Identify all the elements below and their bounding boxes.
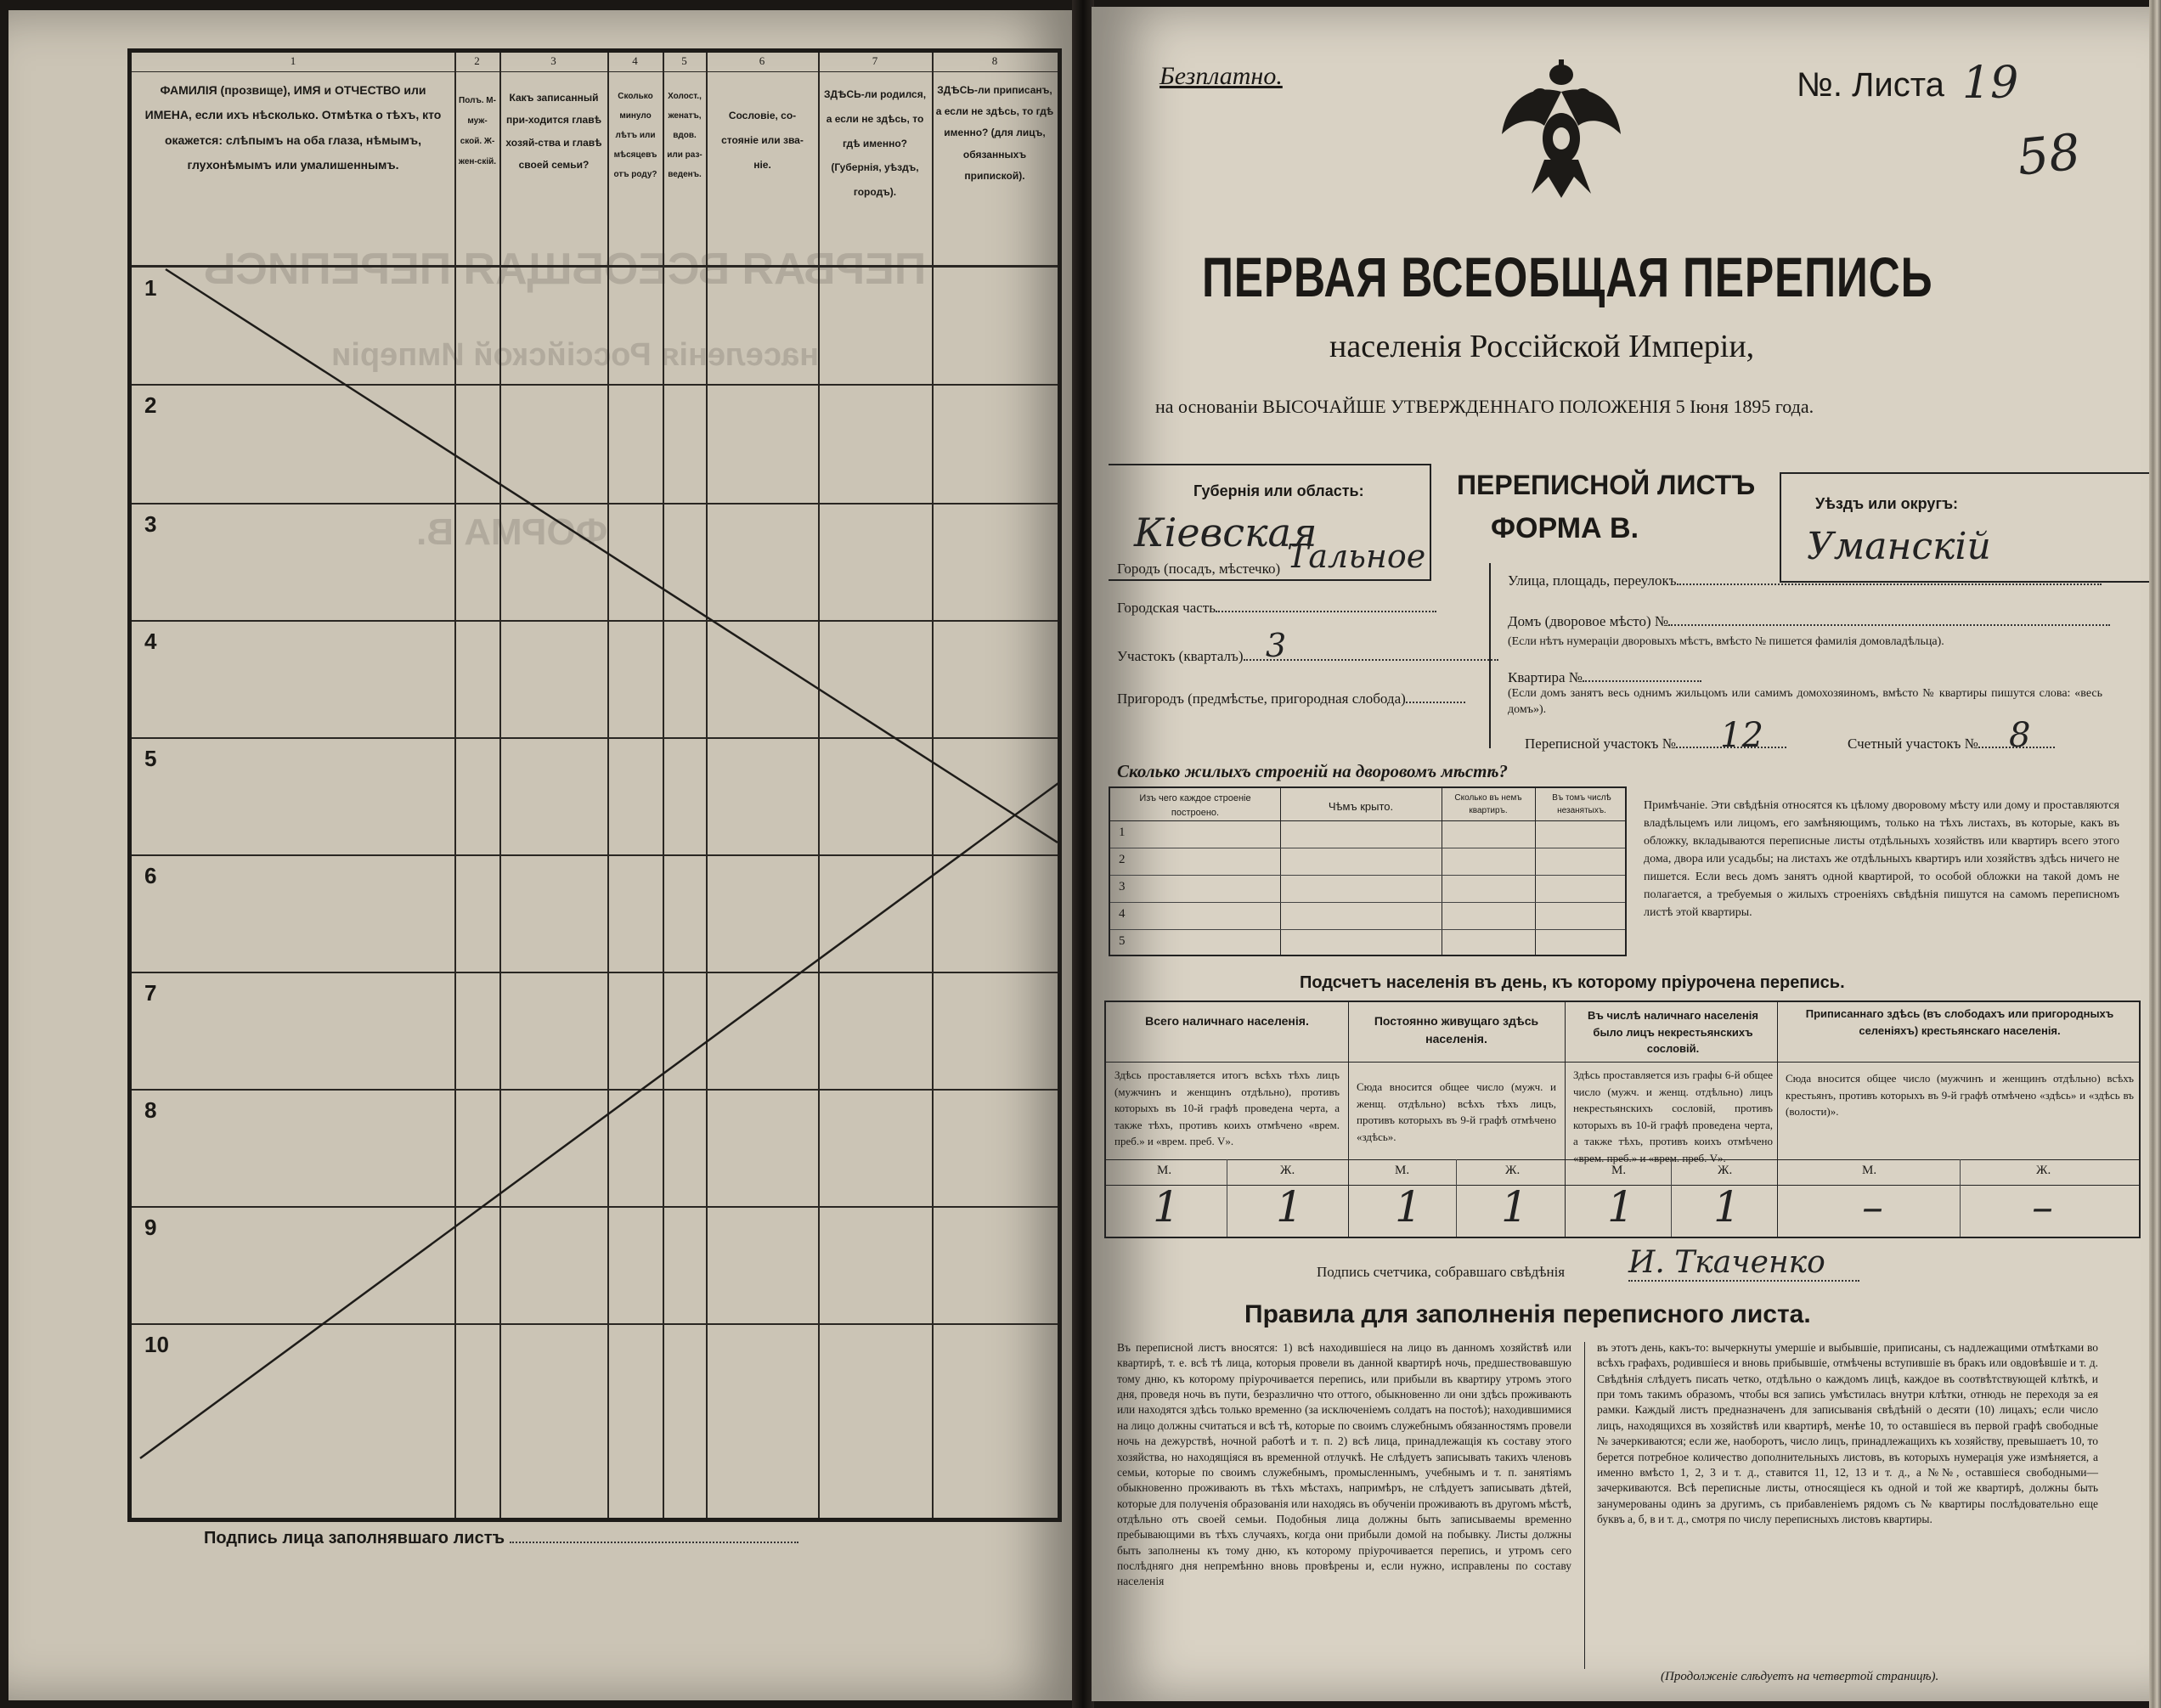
perepisnoy-uchastok-value: 12 [1720, 716, 1763, 755]
bleed-through-subtitle: населенія Россійской Имперіи [331, 337, 820, 373]
prigorod-label: Пригородъ (предмѣстье, пригородная слобода) [1117, 691, 1406, 707]
buildings-table [1109, 786, 1627, 956]
schetny-uchastok-value: 8 [2009, 716, 2031, 755]
count-value-permanent-f: 1 [1501, 1182, 1528, 1232]
cross-out-lines [132, 53, 1058, 1518]
population-count-title: Подсчетъ населенія въ день, къ которому пріурочена перепись. [1300, 973, 1845, 992]
sheet-number-value: 19 [1962, 58, 2019, 109]
rules-title: Правила для заполненія переписного листа. [1244, 1300, 1811, 1328]
count-header-peasant: Приписаннаго здѣсь (въ слободахъ или пригородныхъ селеніяхъ) крестьянскаго населенія. [1805, 1007, 2114, 1037]
corner-page-number: 58 [2014, 122, 2084, 187]
sheet-number-label: №. Листа [1797, 66, 1944, 104]
count-text-non-peasant: Здѣсь проставляется изъ графы 6-й общее число (мужч. и женщ. отдѣльно) лицъ некрестьянскихъ сословій, противъ которыхъ въ 10-й графѣ проведена черта, а также тѣхъ, противъ коихъ отмѣчено «врем. преб.» и «врем. преб. V». [1573, 1068, 1773, 1164]
buildings-row-number: 2 [1119, 853, 1126, 866]
left-page [8, 10, 1075, 1700]
counter-signature-value: И. Ткаченко [1628, 1245, 1859, 1282]
buildings-header-material: Изъ чего каждое строеніе построено. [1139, 793, 1251, 818]
dom-note: (Если нѣтъ нумераціи дворовыхъ мѣстъ, вмѣсто № пишется фамилія домовладѣльца). [1508, 635, 1944, 648]
column-header-name: ФАМИЛІЯ (прозвище), ИМЯ и ОТЧЕСТВО или ИМЕНА, если ихъ нѣсколько. Отмѣтка о тѣхъ, кто окажется: слѣпымъ на оба глаза, нѣмымъ, глухонѣмымъ или умалишеннымъ. [144, 83, 442, 172]
row-number: 2 [144, 392, 157, 418]
count-value-peasant-f: – [2032, 1182, 2053, 1232]
bleed-through-title: ПЕРВАЯ ВСЕОБЩАЯ ПЕРЕПИСЬ [204, 245, 927, 294]
left-signature-line [204, 1529, 798, 1548]
guberniya-label: Губернія или область: [1193, 482, 1364, 499]
column-header-relation: Какъ записанный при-ходится главѣ хозяй-ства и главѣ своей семьи? [505, 92, 602, 172]
row-number: 8 [144, 1097, 157, 1123]
left-signature-label: Подпись лица заполнявшаго листъ [204, 1529, 505, 1547]
count-text-permanent: Сюда вносится общее число (мужч. и женщ. отдѣльно) всѣхъ тѣхъ лицъ, противъ которыхъ въ 9-й графѣ отмѣчено «здѣсь». [1357, 1080, 1556, 1143]
schetny-uchastok-label: Счетный участокъ № [1848, 736, 1978, 752]
row-number: 5 [144, 746, 157, 771]
row-number: 7 [144, 980, 157, 1006]
sex-label-f: Ж. [1718, 1164, 1733, 1177]
column-header-sex: Полъ. М-муж-ской. Ж-жен-скій. [458, 96, 497, 166]
column-number: 7 [872, 54, 878, 67]
count-header-total: Всего наличнаго населенія. [1145, 1014, 1309, 1028]
kvartira-label: Квартира № [1508, 669, 1583, 685]
page-edges [2149, 0, 2161, 1708]
count-header-non-peasant: Въ числѣ наличнаго населенія было лицъ некрестьянскихъ сословій. [1588, 1009, 1758, 1055]
sex-label-m: М. [1157, 1164, 1172, 1177]
ulitsa-label: Улица, площадь, переулокъ [1508, 572, 1677, 589]
count-value-permanent-m: 1 [1395, 1182, 1422, 1232]
column-number: 4 [632, 54, 638, 67]
column-header-marital: Холост., женатъ, вдов. или раз-веденъ. [667, 92, 702, 179]
gorodskaya-chast-label: Городская часть [1117, 600, 1216, 616]
sex-label-m: М. [1395, 1164, 1410, 1177]
column-header-birthplace: ЗДѢСЬ-ли родился, а если не здѣсь, то гдѣ именно? (Губернія, уѣздъ, городъ). [823, 88, 927, 199]
column-header-estate: Сословіе, со-стояніе или зва-ніе. [721, 110, 804, 171]
perepisnoy-uchastok-label: Переписной участокъ № [1525, 736, 1676, 752]
row-number: 4 [144, 629, 157, 654]
count-value-nonpeasant-m: 1 [1607, 1182, 1634, 1232]
sex-label-m: М. [1862, 1164, 1877, 1177]
row-number: 3 [144, 511, 157, 537]
column-number: 3 [550, 54, 556, 67]
kvartira-note: (Если домъ занятъ весь однимъ жильцомъ или самимъ домохозяиномъ, вмѣсто № квартиры пишутся слова: «весь домъ»). [1508, 687, 2102, 716]
column-number: 5 [681, 54, 687, 67]
guberniya-value: Кіевская [1134, 510, 1317, 555]
uezd-value: Уманскій [1807, 525, 1991, 568]
bleed-through-form: ФОРМА В. [416, 511, 608, 553]
count-header-permanent: Постоянно живущаго здѣсь населенія. [1374, 1014, 1539, 1046]
count-value-total-f: 1 [1276, 1182, 1303, 1232]
census-title: ПЕРВАЯ ВСЕОБЩАЯ ПЕРЕПИСЬ [1202, 245, 1933, 308]
buildings-header-roof: Чѣмъ крыто. [1328, 800, 1394, 813]
uchastok-value: 3 [1266, 627, 1287, 664]
census-basis-line: на основаніи ВЫСОЧАЙШЕ УТВЕРЖДЕННАГО ПОЛОЖЕНІЯ 5 Іюня 1895 года. [1155, 396, 1814, 417]
row-number: 9 [144, 1215, 157, 1240]
count-value-total-m: 1 [1153, 1182, 1180, 1232]
row-number: 1 [144, 275, 157, 301]
count-value-peasant-m: – [1862, 1182, 1883, 1232]
buildings-header-vacant: Въ томъ числѣ незанятыхъ. [1552, 793, 1611, 815]
buildings-row-number: 3 [1119, 880, 1126, 893]
row-number: 6 [144, 863, 157, 888]
sex-label-f: Ж. [1505, 1164, 1521, 1177]
uezd-box [1780, 472, 2153, 583]
census-person-table [127, 48, 1062, 1522]
column-number: 1 [290, 54, 296, 67]
census-subtitle: населенія Россійской Имперіи, [1329, 329, 1755, 364]
uezd-label: Уѣздъ или округъ: [1815, 495, 1959, 512]
column-number: 8 [991, 54, 998, 67]
continuation-note: (Продолженіе слѣдуетъ на четвертой страницѣ). [1661, 1670, 1939, 1683]
rules-column-2: въ этотъ день, какъ-то: вычеркнуты умершіе и выбывшіе, приписаны, съ надлежащими отмѣтками во всѣхъ графахъ, родившіеся и вновь прибывшіе, отмѣчены вступившіе въ бракъ или овдовѣвшіе и т. д. Свѣдѣнія слѣдуетъ писать четко, отдѣльно о каждомъ лицѣ, каждое въ соотвѣтствующей клѣткѣ, и при томъ такимъ образомъ, чтобы вся запись умѣстилась внутри клѣтки, отнюдь не переходя за ея рамки. Каждый листъ предназначенъ для записыванія свѣдѣній о десяти (10) лицахъ; если число лицъ, находящихся въ хозяйствѣ или квартирѣ, менѣе 10, то оставшіеся въ первой графѣ свободные № зачеркиваются; если же, наоборотъ, число лицъ, принадлежащихъ къ хозяйству, превышаетъ 10, то берется потребное количество дополнительныхъ листовъ, въ которыхъ нумерація уже измѣняется, а именно вмѣсто 1, 2, 3 и т. д., ставится 11, 12, 13 и т. д., а №№, оставшіеся свободными—зачеркиваются. Всѣ переписные листы, относящіеся къ одной и той же квартирѣ, должны быть занумерованы одинъ за другимъ, съ прибавленіемъ рядомъ съ № квартиры послѣдовательно еще буквъ а, б, в и т. д., смотря по числу переписныхъ листовъ квартиры. [1597, 1341, 2098, 1525]
rules-column-1: Въ переписной листъ вносятся: 1) всѣ находившіеся на лицо въ данномъ хозяйствѣ или квартирѣ, т. е. всѣ тѣ лица, которыя провели въ данной квартирѣ ночь, предшествовавшую тому дню, къ которому пріурочивается перепись, или прибыли въ квартиру утромъ этого дня, проведя ночь въ пути, безразлично что оттого, обыкновенно ли они здѣсь проживають или находятся здѣсь только временно (за исключеніемъ солдатъ на постоѣ); находившимися на лицо должны считаться и всѣ тѣ, которые по своимъ служебнымъ обязанностямъ провели ночь на дежурствѣ, ночной работѣ и т. п. 2) всѣ лица, принадлежащія къ составу этого хозяйства, но находящіяся въ временной отлучкѣ. Не слѣдуетъ записывать такихъ членовъ семьи, которые по своимъ служебнымъ, промысленнымъ, учебнымъ и т. п. занятіямъ обыкновенно проживають въ тѣхъ мѣстахъ, напримѣръ, не слѣдуетъ записывать дѣтей, которые для полученія образованія или находясь въ обученіи проживають въ другомъ мѣстѣ, отдѣльно отъ своей семьи. Подобныя лица должны быть записываемы временно пребывающими въ тѣхъ случаяхъ, когда они прибыли домой на побывку. Листы должны быть заполнены къ тому дню, къ которому пріурочивается перепись, и утромъ сего послѣдняго дня непремѣнно вновь провѣрены и, если нужно, исправлены по составу населенія [1117, 1341, 1571, 1588]
sex-label-f: Ж. [1280, 1164, 1295, 1177]
sex-label-m: М. [1611, 1164, 1627, 1177]
form-title: ПЕРЕПИСНОЙ ЛИСТЪ [1457, 470, 1756, 500]
count-text-peasant: Сюда вносится общее число (мужчинъ и женщинъ отдѣльно) всѣхъ крестьянъ, противъ которыхъ въ 9-й графѣ отмѣчено «здѣсь» и «здѣсь въ (волости)». [1786, 1072, 2134, 1118]
buildings-question: Сколько жилыхъ строеній на дворовомъ мѣстѣ? [1117, 761, 1509, 781]
column-header-registered: ЗДѢСЬ-ли приписанъ, а если не здѣсь, то гдѣ именно? (для лицъ, обязанныхъ припиской). [935, 84, 1054, 182]
count-value-nonpeasant-f: 1 [1713, 1182, 1741, 1232]
gorod-label: Городъ (посадъ, мѣстечко) [1117, 561, 1281, 577]
column-header-age: Сколько минуло лѣтъ или мѣсяцевъ отъ роду? [613, 92, 657, 179]
count-text-total: Здѣсь проставляется итогъ всѣхъ тѣхъ лицъ (мужчинъ и женщинъ отдѣльно), противъ которыхъ въ 10-й графѣ проведена черта, а также тѣхъ, противъ коихъ отмѣчено «врем. преб.» и «врем. преб. V». [1114, 1068, 1340, 1147]
buildings-row-number: 5 [1119, 934, 1126, 948]
uchastok-label: Участокъ (кварталъ) [1117, 648, 1244, 664]
sex-label-f: Ж. [2036, 1164, 2051, 1177]
right-page [1092, 7, 2155, 1701]
dom-label: Домъ (дворовое мѣсто) № [1508, 613, 1669, 629]
column-number: 2 [474, 54, 480, 67]
column-number: 6 [759, 54, 765, 67]
form-letter: ФОРМА В. [1491, 512, 1639, 544]
counter-signature-label: Подпись счетчика, собравшаго свѣдѣнія [1317, 1264, 1566, 1280]
free-label: Безплатно. [1159, 62, 1283, 90]
population-count-table [1104, 1001, 2141, 1238]
gorod-value: Тальное [1287, 538, 1426, 575]
buildings-header-apartments: Сколько въ немъ квартиръ. [1454, 793, 1522, 815]
imperial-eagle-emblem [1498, 58, 1625, 202]
buildings-row-number: 1 [1119, 826, 1126, 839]
buildings-row-number: 4 [1119, 907, 1126, 921]
row-number: 10 [144, 1332, 169, 1357]
primechanie-note: Примѣчаніе. Эти свѣдѣнія относятся къ цѣлому дворовому мѣсту или дому и проставляются владѣльцемъ или лицомъ, его замѣняющимъ, только на тѣхъ листахъ, въ которые, какъ въ обложку, вкладываются переписные листы отдѣльныхъ хозяйствъ или квартиръ всего этого дома, двора или усадьбы; на листахъ же отдѣльныхъ квартиръ или хозяйствъ здѣсь ничего не пишется. Если весь домъ занятъ одной квартирой, то особой обложки на такой домъ не полагается, а требуемыя о жилыхъ строеніяхъ свѣдѣнія пишутся на самомъ переписномъ листѣ этой квартиры. [1644, 799, 2119, 919]
